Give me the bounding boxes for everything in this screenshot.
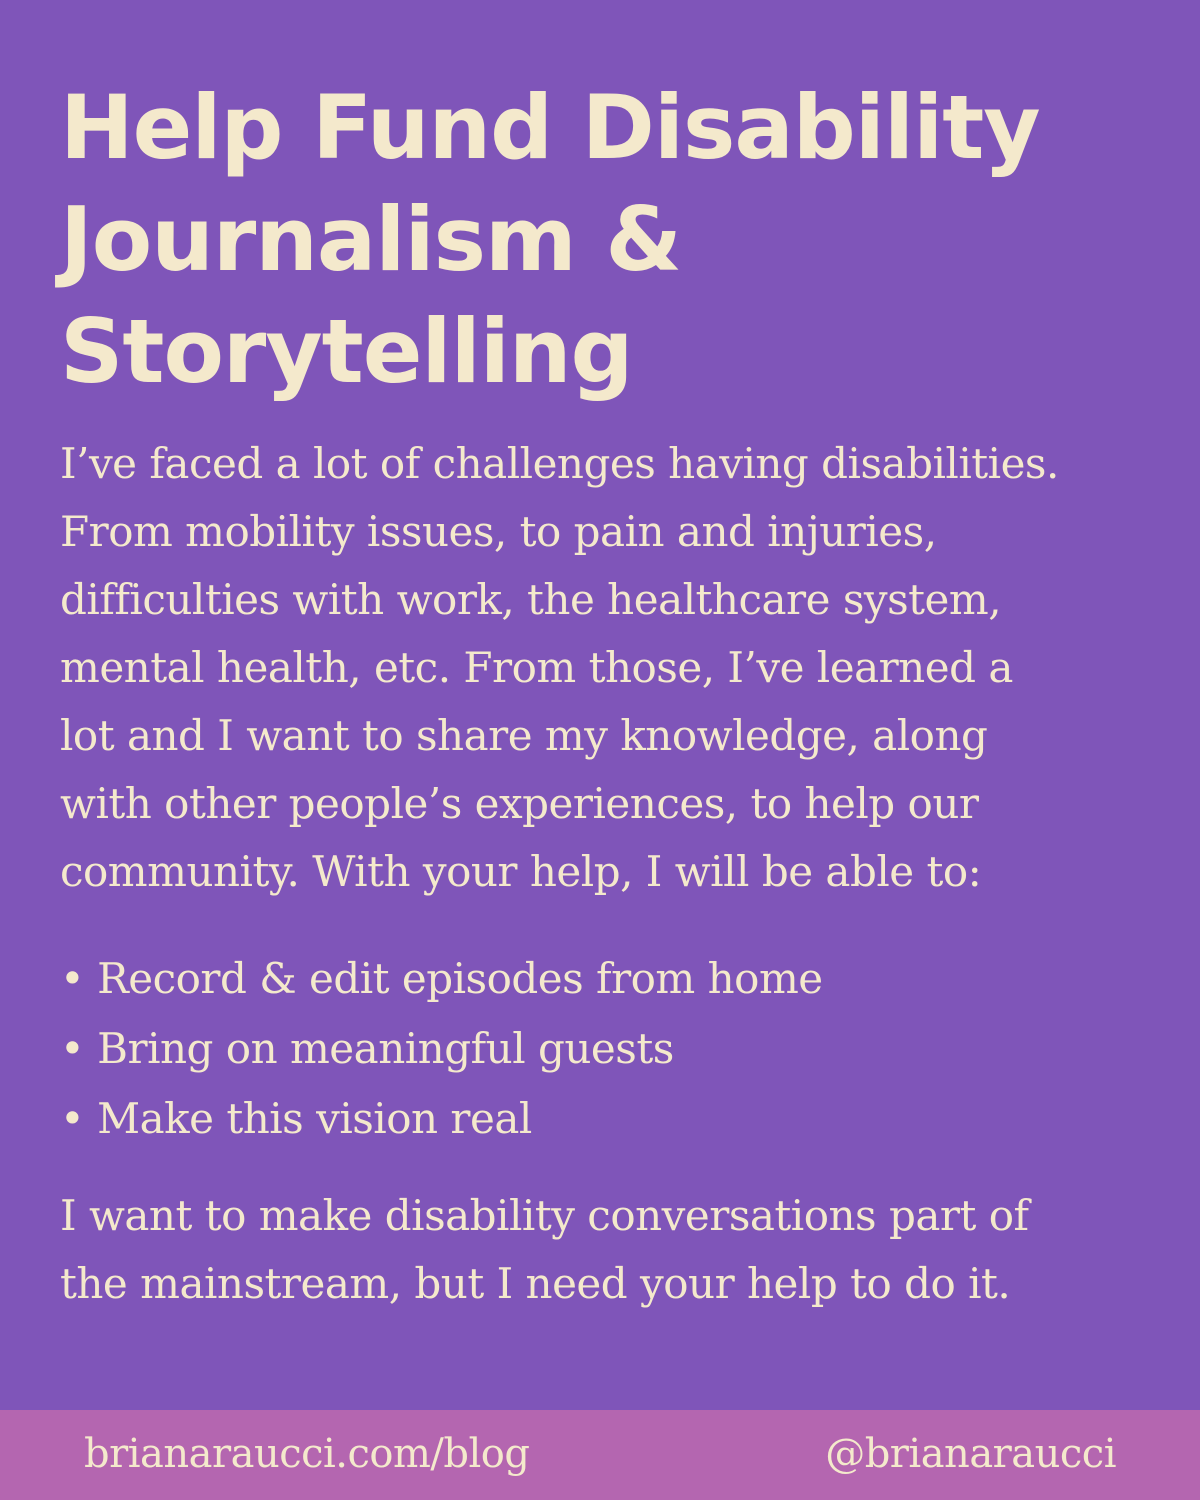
intro-line: From mobility issues, to pain and injuries, [60, 507, 937, 556]
intro-line: difficulties with work, the healthcare system, [60, 575, 1002, 624]
closing-paragraph [60, 1182, 1150, 1318]
social-handle[interactable]: @brianaraucci [825, 1431, 1116, 1477]
intro-paragraph [60, 430, 1150, 906]
headline-line: Journalism & [60, 188, 682, 291]
headline [60, 72, 1150, 408]
intro-line: community. With your help, I will be able to: [60, 847, 982, 896]
intro-line: mental health, etc. From those, I’ve learned a [60, 643, 1013, 692]
intro-line: I’ve faced a lot of challenges having disabilities. [60, 439, 1059, 488]
headline-line: Storytelling [60, 300, 633, 403]
footer-bar [0, 1410, 1200, 1500]
goal-item: • Make this vision real [60, 1084, 823, 1154]
intro-line: with other people’s experiences, to help our [60, 779, 979, 828]
headline-line: Help Fund Disability [60, 76, 1040, 179]
goal-item: • Record & edit episodes from home [60, 944, 823, 1014]
intro-line: lot and I want to share my knowledge, along [60, 711, 988, 760]
goal-item: • Bring on meaningful guests [60, 1014, 823, 1084]
closing-line: I want to make disability conversations part of [60, 1191, 1029, 1240]
closing-line: the mainstream, but I need your help to do it. [60, 1259, 1011, 1308]
website-link[interactable]: brianaraucci.com/blog [84, 1431, 530, 1477]
goals-list [60, 944, 823, 1154]
